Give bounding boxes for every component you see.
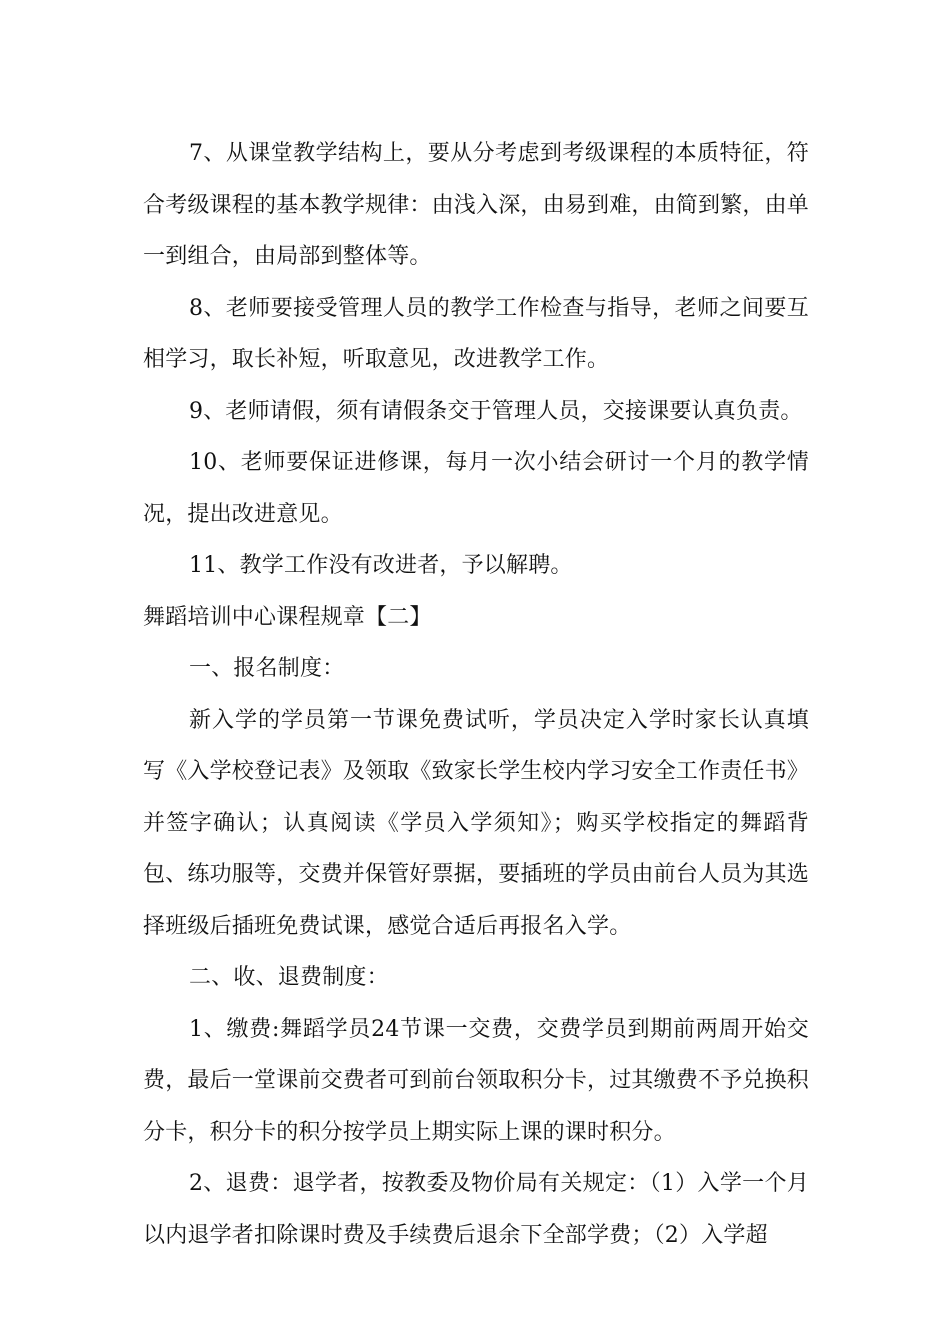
- paragraph-registration: 新入学的学员第一节课免费试听，学员决定入学时家长认真填写《入学校登记表》及领取《致家长学生校内学习安全工作责任书》并签字确认；认真阅读《学员入学须知》；购买学校指定的舞蹈背包、练功服等，交费并保管好票据，要插班的学员由前台人员为其选择班级后插班免费试课，感觉合适后再报名入学。: [143, 707, 810, 939]
- paragraph-item-8: 8、老师要接受管理人员的教学工作检查与指导，老师之间要互相学习，取长补短，听取意见，改进教学工作。: [143, 295, 809, 372]
- subsection-heading-fees: 二、收、退费制度：: [189, 965, 389, 990]
- paragraph-item-10: 10、老师要保证进修课，每月一次小结会研讨一个月的教学情况，提出改进意见。: [143, 450, 809, 527]
- paragraph-item-9: 9、老师请假，须有请假条交于管理人员，交接课要认真负责。: [189, 398, 803, 424]
- document-body: [143, 128, 809, 1261]
- paragraph-payment: 1、缴费:舞蹈学员24节课一交费，交费学员到期前两周开始交费，最后一堂课前交费者可到前台领取积分卡，过其缴费不予兑换积分卡，积分卡的积分按学员上期实际上课的课时积分。: [143, 1016, 810, 1145]
- paragraph-item-7: 7、从课堂教学结构上，要从分考虑到考级课程的本质特征，符合考级课程的基本教学规律：由浅入深，由易到难，由简到繁，由单一到组合，由局部到整体等。: [143, 141, 810, 269]
- paragraph-refund: 2、退费：退学者，按教委及物价局有关规定：（1）入学一个月以内退学者扣除课时费及手续费后退余下全部学费；（2）入学超: [143, 1171, 809, 1248]
- section-heading: 舞蹈培训中心课程规章【二】: [143, 604, 432, 630]
- subsection-heading-registration: 一、报名制度：: [189, 656, 345, 681]
- paragraph-item-11: 11、教学工作没有改进者，予以解聘。: [189, 553, 573, 578]
